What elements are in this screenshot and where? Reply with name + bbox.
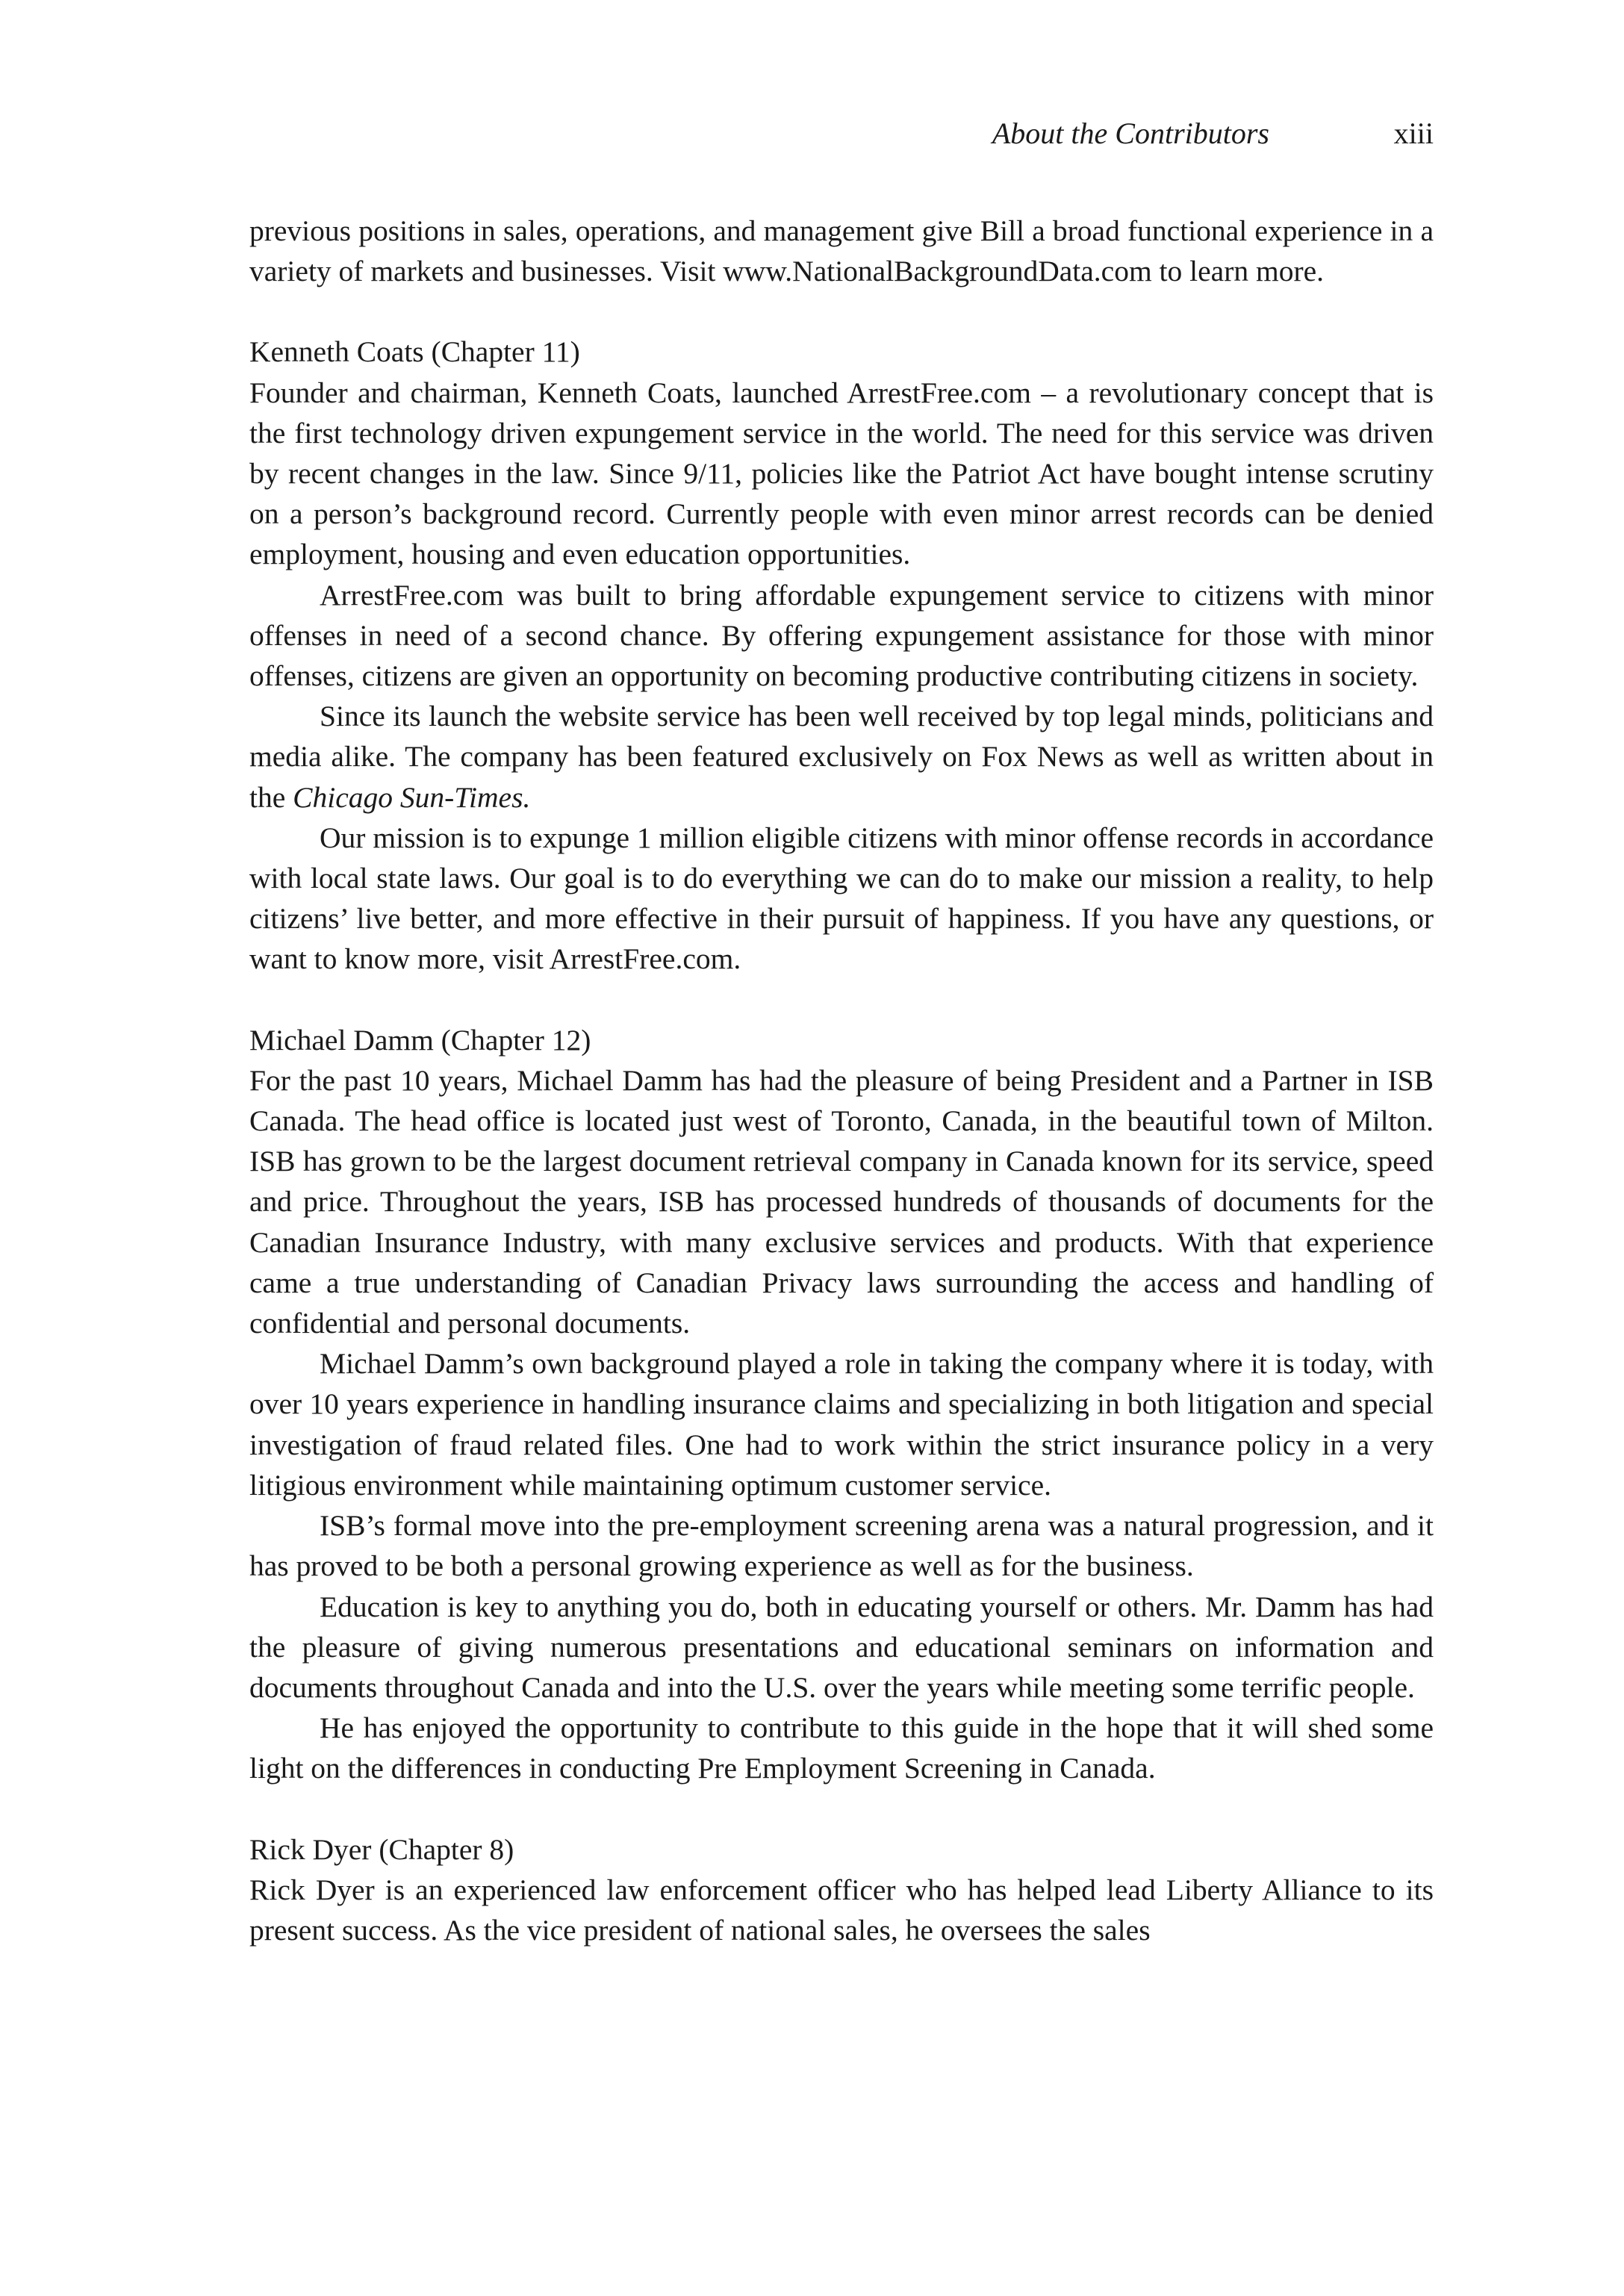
contributor-heading-coats: Kenneth Coats (Chapter 11) xyxy=(249,335,580,369)
contributor-heading-damm: Michael Damm (Chapter 12) xyxy=(249,1023,591,1057)
running-head xyxy=(249,116,1434,161)
running-head-title: About the Contributors xyxy=(992,116,1269,150)
contributor-heading-dyer: Rick Dyer (Chapter 8) xyxy=(249,1832,514,1866)
contributor-rick-dyer xyxy=(249,1829,1434,1951)
book-page xyxy=(249,0,1434,2296)
damm-paragraph-2: Michael Damm’s own background played a role in taking the company where it is today, with over 10 years experience in handling insurance claims and specializing in both litigation and special investigation of fraud related files. One had to work within the strict insurance policy in a very litigious environment while maintaining optimum customer service. xyxy=(249,1347,1434,1502)
damm-paragraph-3: ISB’s formal move into the pre-employment screening arena was a natural progression, and it has proved to be both a personal growing experience as well as for the business. xyxy=(249,1509,1434,1583)
publication-title: Chicago Sun-Times. xyxy=(293,780,531,814)
page-number: xiii xyxy=(1393,116,1434,150)
coats-paragraph-4: Our mission is to expunge 1 million eligible citizens with minor offense records in accordance with local state laws. Our goal is to do everything we can do to make our mission a reality, to help citizens’ live better, and more effective in their pursuit of happiness. If you have any questions, or want to know more, visit ArrestFree.com. xyxy=(249,821,1434,976)
intro-paragraph: previous positions in sales, operations, and management give Bill a broad functional experience in a variety of markets and businesses. Visit www.NationalBackgroundData.com to learn more. xyxy=(249,214,1434,288)
dyer-paragraph-1: Rick Dyer is an experienced law enforcement officer who has helped lead Liberty Alliance to its present success. As the vice president of national sales, he oversees the sales xyxy=(249,1873,1434,1947)
contributor-michael-damm xyxy=(249,1020,1434,1789)
damm-paragraph-4: Education is key to anything you do, both in educating yourself or others. Mr. Damm has had the pleasure of giving numerous presentations and educational seminars on information and documents throughout Canada and into the U.S. over the years while meeting some terrific people. xyxy=(249,1590,1434,1704)
damm-paragraph-1: For the past 10 years, Michael Damm has had the pleasure of being President and a Partner in ISB Canada. The head office is located just west of Toronto, Canada, in the beautiful town of Milton. ISB has grown to be the largest document retrieval company in Canada known for its service, speed and price. Throughout the years, ISB has processed hundreds of thousands of documents for the Canadian Insurance Industry, with many exclusive services and products. With that experience came a true understanding of Canadian Privacy laws surrounding the access and handling of confidential and personal documents. xyxy=(249,1063,1434,1340)
coats-paragraph-1: Founder and chairman, Kenneth Coats, launched ArrestFree.com – a revolutionary concept that is the first technology driven expungement service in the world. The need for this service was driven by recent changes in the law. Since 9/11, policies like the Patriot Act have bought intense scrutiny on a person’s background record. Currently people with even minor arrest records can be denied employment, housing and even education opportunities. xyxy=(249,376,1434,571)
contributor-kenneth-coats xyxy=(249,332,1434,979)
coats-paragraph-2: ArrestFree.com was built to bring affordable expungement service to citizens with minor offenses in need of a second chance. By offering expungement assistance for those with minor offenses, citizens are given an opportunity on becoming productive contributing citizens in society. xyxy=(249,578,1434,693)
damm-paragraph-5: He has enjoyed the opportunity to contribute to this guide in the hope that it will shed some light on the differences in conducting Pre Employment Screening in Canada. xyxy=(249,1711,1434,1785)
body-text xyxy=(249,211,1434,1950)
coats-paragraph-3 xyxy=(249,696,1434,818)
coats-paragraph-3-text: Since its launch the website service has been well received by top legal minds, politicians and media alike. The company has been featured exclusively on Fox News as well as written about in the xyxy=(249,700,1434,814)
